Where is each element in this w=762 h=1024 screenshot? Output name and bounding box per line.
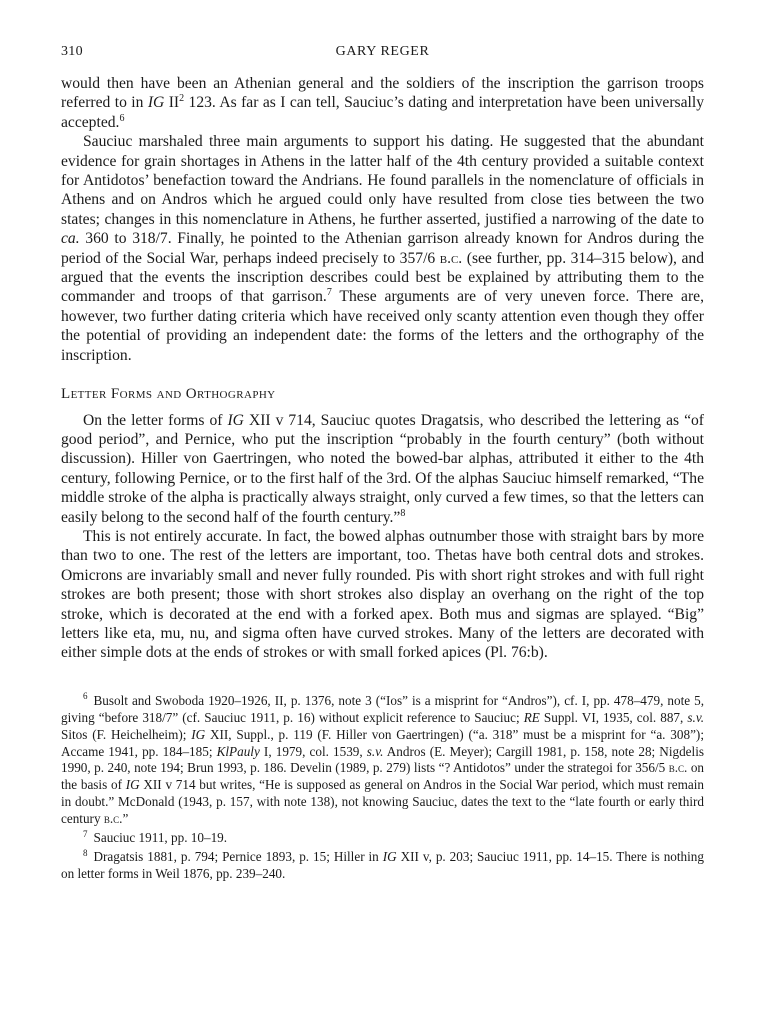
running-head: GARY REGER [335,44,430,59]
page [61,44,704,885]
paragraph: Sauciuc marshaled three main arguments to support his dating. He suggested that the abundant evidence for grain shortages in Athens in the latter half of the 4th century provided a suitable context for Antidotos’ benefaction toward the Andrians. He found parallels in the nomenclature of officials in Athens and on Andros which he argued could only have resulted from close ties between the two states; changes in this nomenclature in Athens, he further asserted, justified a narrowing of the date to ca. 360 to 318/7. Finally, he pointed to the Athenian garrison already known for Andros during the period of the Social War, perhaps indeed precisely to 357/6 b.c. (see further, pp. 314–315 below), and argued that the events the inscription describes could best be explained by attributing them to the commander and troops of that garrison.$^7$ These arguments are of very uneven force. There are, however, two further dating criteria which have received only scanty attention even though they offer the potential of providing an independent date: the forms of the letters and the orthography of the inscription. [61,133,704,364]
paragraph: This is not entirely accurate. In fact, the bowed alphas outnumber those with straight bars by more than two to one. The rest of the letters are important, too. Thetas have both central dots and strokes. Omicrons are invariably small and never fully rounded. Pis with short right strokes and with full right strokes are both present; those with short strokes also display an overhang on the right of the top stroke, which is decorated at the end with a forked apex. Both mus and sigmas are splayed. “Big” letters like eta, mu, nu, and sigma often have curved strokes. Many of the letters are decorated with either simple dots at the ends of strokes or with small forked apices (Pl. 76:b). [61,527,704,662]
footnotes [61,693,704,883]
footnote: $^8$ Dragatsis 1881, p. 794; Pernice 1893, p. 15; Hiller in IG XII v, p. 203; Sauciuc 1911, pp. 14–15. There is nothing on letter forms in Weil 1876, pp. 239–240. [61,847,704,881]
footnote-ref[interactable]: 6 [119,112,125,124]
footnote: $^6$ Busolt and Swoboda 1920–1926, II, p. 1376, note 3 (“Ios” is a misprint for “Andros”), cf. I, pp. 478–479, note 5, giving “before 318/7” (cf. Sauciuc 1911, p. 16) without explicit reference to Sauciuc; RE Suppl. VI, 1935, col. 887, s.v. Sitos (F. Heichelheim); IG XII, Suppl., p. 119 (F. Hiller von Gaertringen) (“a. 318” must be a misprint for “a. 308”); Accame 1941, pp. 184–185; KlPauly I, 1979, col. 1539, s.v. Andros (E. Meyer); Cargill 1981, p. 158, note 28; Nigdelis 1990, p. 240, note 194; Brun 1993, p. 186. Develin (1989, p. 279) lists “? Antidotos” under the strategoi for 356/5 b.c. on the basis of IG XII v 714 but writes, “He is supposed as general on Andros in the Social War period, which must remain in doubt.” McDonald (1943, p. 157, with note 138), not knowing Sauciuc, dates the text to the “late fourth or early third century b.c.” [61,691,705,827]
page-number: 310 [61,44,83,59]
section-heading: Letter Forms and Orthography [61,386,276,403]
footnote-ref[interactable]: 7 [326,287,332,299]
footnote-number: 6 [83,691,88,702]
footnote-number: 7 [83,828,88,839]
page-header [61,44,704,66]
footnote: $^7$ Sauciuc 1911, pp. 10–19. [83,828,228,846]
paragraph: On the letter forms of IG XII v 714, Sauciuc quotes Dragatsis, who described the lettering as “of good period”, and Pernice, who put the inscription “probably in the fourth century” (both without discussion). Hiller von Gaertringen, who noted the bowed-bar alphas, attributed it either to the 4th century, following Pernice, or to the first half of the 3rd. Of the alphas Sauciuc himself remarked, “The middle stroke of the alpha is practically always straight, only curved a few times, so that the letters can easily belong to the second half of the fourth century.”$^8$ [61,411,704,526]
paragraph: would then have been an Athenian general and the soldiers of the inscription the garrison troops referred to in IG $II^2$ 123. As far as I can tell, Sauciuc’s dating and interpretation have been universally accepted.$^6$ [61,75,704,131]
footnote-ref[interactable]: 8 [400,507,406,519]
body-text [61,74,704,663]
footnote-number: 8 [83,847,88,858]
